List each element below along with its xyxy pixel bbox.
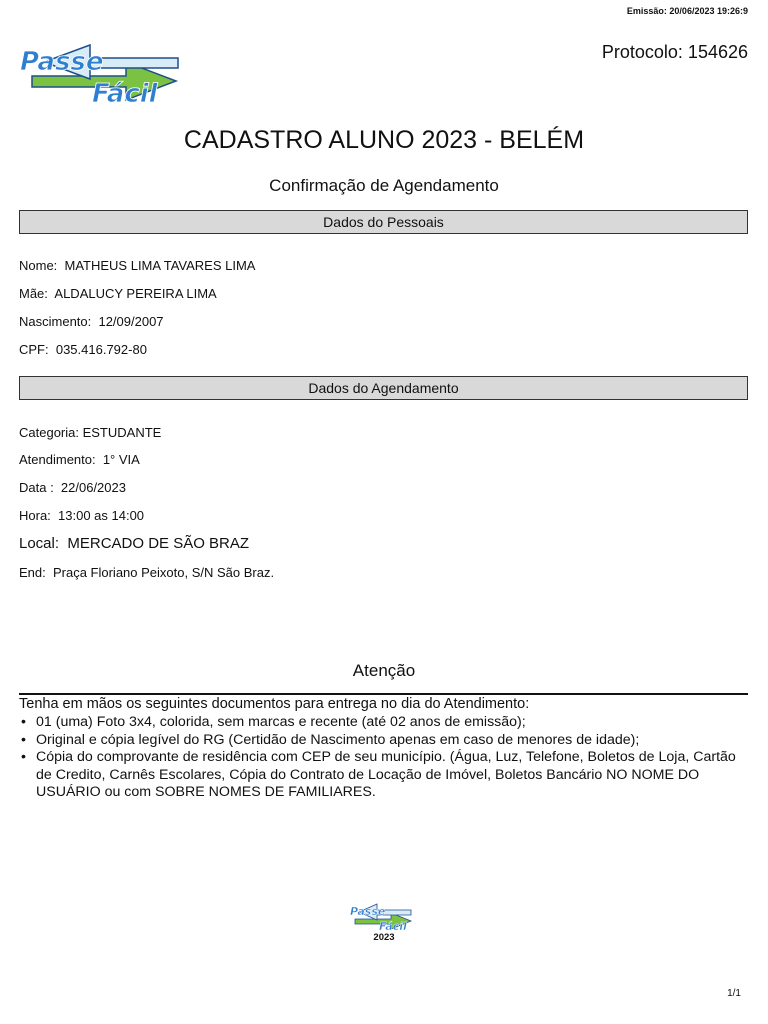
footer-year: 2023 — [373, 932, 395, 943]
field-cpf: CPF: 035.416.792-80 — [19, 342, 147, 357]
page-number: 1/1 — [727, 988, 741, 999]
page-subtitle: Confirmação de Agendamento — [269, 176, 499, 195]
bullet-icon: • — [21, 749, 26, 765]
field-nome: Nome: MATHEUS LIMA TAVARES LIMA — [19, 258, 256, 273]
protocol-number: Protocolo: 154626 — [601, 42, 748, 62]
required-documents-list — [19, 714, 749, 802]
field-nascimento: Nascimento: 12/09/2007 — [19, 314, 164, 329]
list-item — [19, 732, 749, 750]
bullet-icon: • — [21, 731, 26, 748]
field-data: Data : 22/06/2023 — [19, 480, 126, 495]
footer-logo-text-line2: Fácil — [379, 920, 407, 932]
attention-intro: Tenha em mãos os seguintes documentos para entrega no dia do Atendimento: — [19, 696, 530, 712]
field-local: Local: MERCADO DE SÃO BRAZ — [19, 535, 250, 552]
list-item-text: 01 (uma) Foto 3x4, colorida, sem marcas e recente (até 02 anos de emissão); — [36, 714, 526, 730]
list-item-text: Cópia do comprovante de residência com CEP de seu município. (Água, Luz, Telefone, Boletos de Loja, Cartão de Credito, Carnês Escolares, Cópia do Contrato de Locação de Imóvel, Boletos Bancário NO NOME DO USUÁRIO ou com SOBRE NOMES DE FAMILIARES. — [36, 749, 736, 800]
section-personal-data: Dados do Pessoais — [19, 210, 748, 234]
attention-title: Atenção — [352, 661, 416, 680]
footer-logo-text-line1: Passe — [350, 905, 386, 918]
field-categoria: Categoria: ESTUDANTE — [19, 425, 162, 440]
field-endereco: End: Praça Floriano Peixoto, S/N São Braz. — [19, 565, 275, 580]
page-title: CADASTRO ALUNO 2023 - BELÉM — [183, 126, 585, 154]
emission-timestamp: Emissão: 20/06/2023 19:26:9 — [626, 6, 748, 16]
list-item — [19, 714, 749, 732]
footer-logo — [349, 902, 417, 932]
passe-facil-logo — [18, 40, 190, 106]
field-hora: Hora: 13:00 as 14:00 — [19, 508, 145, 523]
attention-divider — [19, 693, 748, 695]
list-item-text: Original e cópia legível do RG (Certidão de Nascimento apenas em caso de menores de idade); — [36, 731, 640, 748]
list-item — [19, 749, 749, 802]
field-atendimento: Atendimento: 1° VIA — [19, 452, 140, 467]
section-schedule-data: Dados do Agendamento — [19, 376, 748, 400]
logo-text-line1: Passe — [20, 47, 104, 77]
field-mae: Mãe: ALDALUCY PEREIRA LIMA — [19, 286, 217, 301]
bullet-icon: • — [21, 714, 26, 730]
logo-text-line2: Fácil — [92, 79, 158, 106]
